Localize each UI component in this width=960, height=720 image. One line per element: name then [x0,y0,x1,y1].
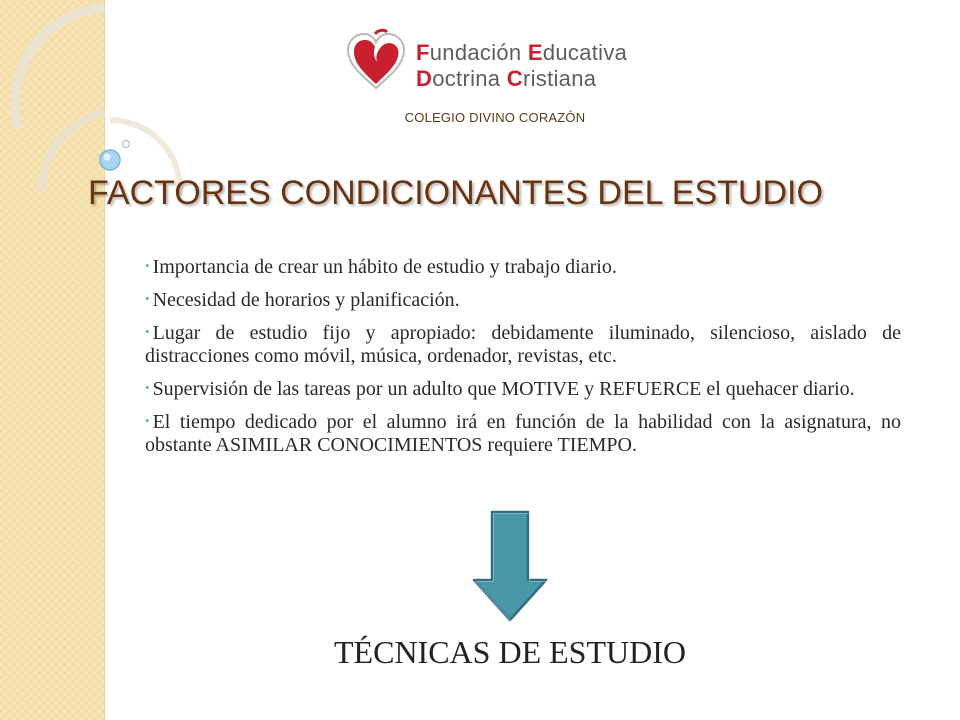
conclusion-text: TÉCNICAS DE ESTUDIO [334,634,686,670]
bullet-icon: • [145,291,150,306]
bullet-icon: • [145,258,150,273]
bullet-list [145,254,901,465]
list-item: • Necesidad de horarios y planificación. [145,289,460,311]
blue-bubble-icon [100,150,120,170]
bullet-icon: • [145,324,150,339]
logo-text-fundacion-educativa: Fundación Educativa [416,40,628,65]
school-name: COLEGIO DIVINO CORAZÓN [404,110,586,125]
list-item: • Importancia de crear un hábito de estudio y trabajo diario. [145,256,617,278]
slide-title: FACTORES CONDICIONANTES DEL ESTUDIO [88,174,823,212]
list-item: • Supervisión de las tareas por un adulto que MOTIVE y REFUERCE el quehacer diario. [145,378,855,400]
bullet-icon: • [145,413,150,428]
foundation-logo [344,28,654,96]
decorative-rings [0,0,240,260]
list-item: • Lugar de estudio fijo y apropiado: debidamente iluminado, silencioso, aislado de distracciones como móvil, música, ordenador, revistas, etc. [145,322,901,367]
list-item: • El tiempo dedicado por el alumno irá en función de la habilidad con la asignatura, no obstante ASIMILAR CONOCIMIENTOS requiere TIEMPO. [145,411,901,456]
down-arrow-icon [470,510,550,622]
logo-text-doctrina-cristiana: Doctrina Cristiana [416,66,597,91]
heart-logo-icon [344,28,408,92]
bullet-icon: • [145,380,150,395]
small-bubble-icon [123,141,130,148]
